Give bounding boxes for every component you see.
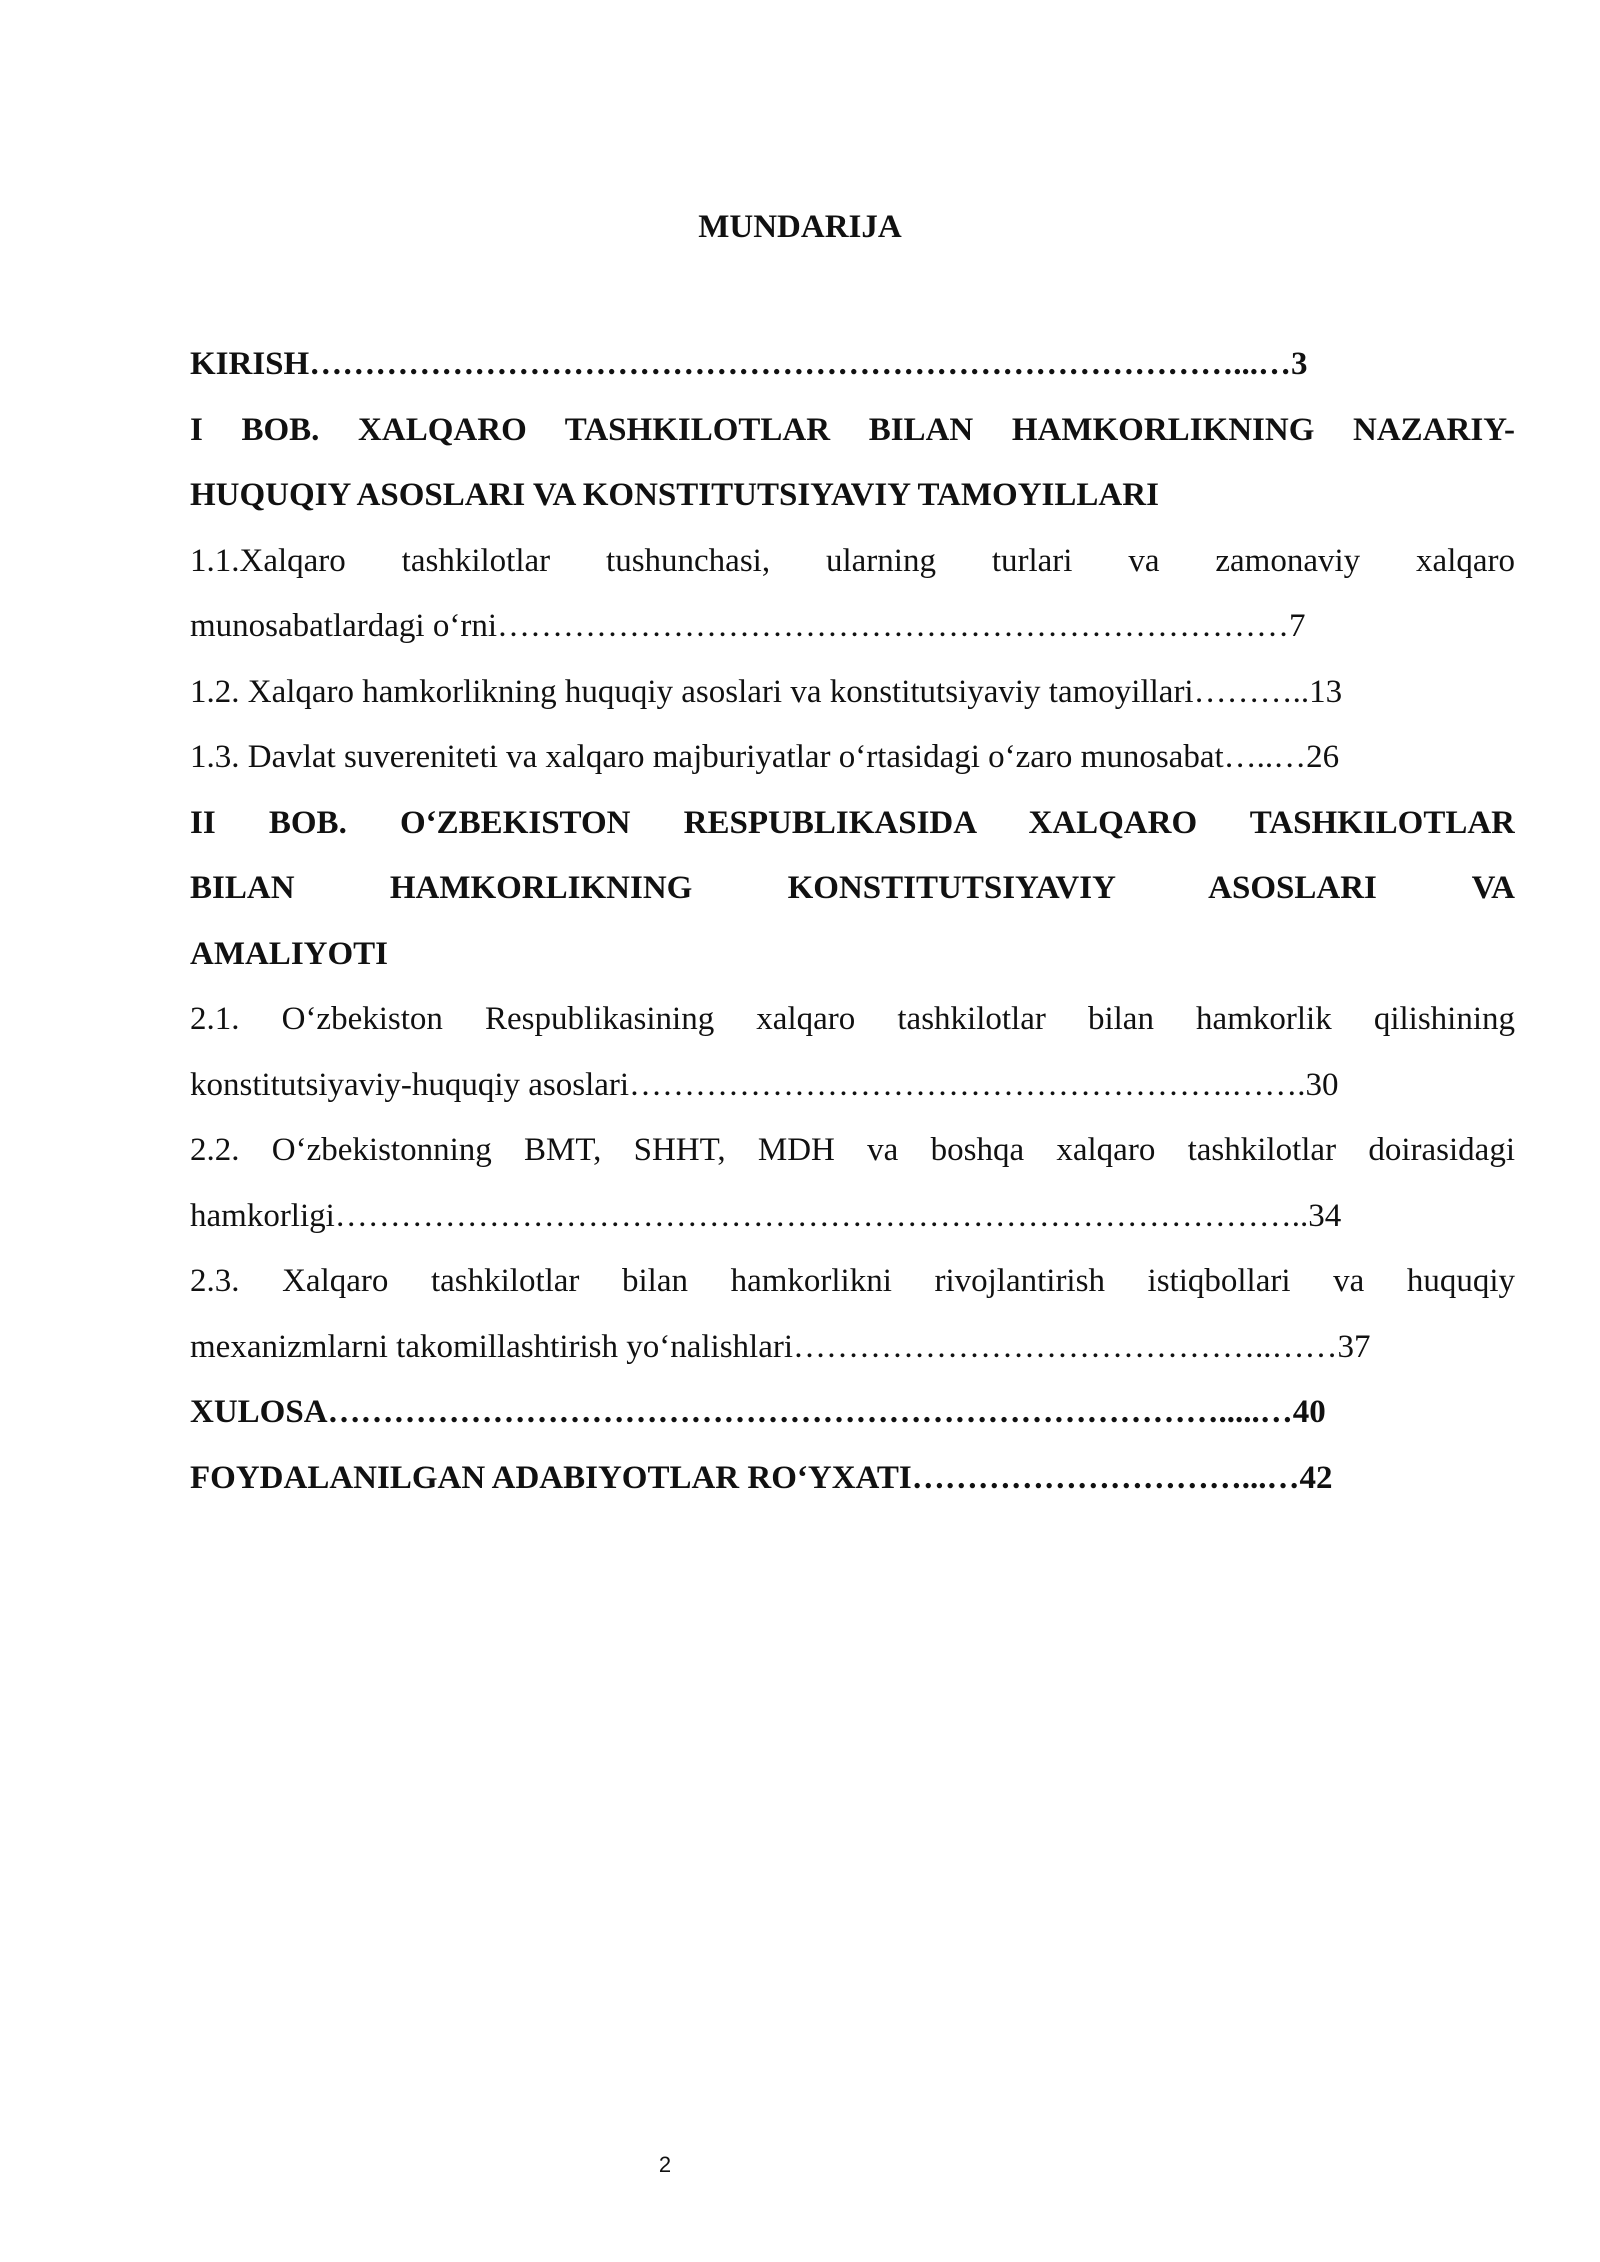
toc-entry-2-3-cont: mexanizmlarni takomillashtirish yo‘nalishlari……………………………………..……37 [190, 1328, 1371, 1365]
page-title: MUNDARIJA [698, 209, 902, 245]
toc-entry-kirish: KIRISH…………………………………………………………………………...…3 [190, 346, 1308, 382]
page-number: 2 [658, 2152, 672, 2177]
toc-entry-2-3: 2.3. Xalqaro tashkilotlar bilan hamkorlikni rivojlantirish istiqbollari va huquqiy [190, 1263, 1515, 1299]
toc-chapter-2-heading: II BOB. O‘ZBEKISTON RESPUBLIKASIDA XALQARO TASHKILOTLAR [190, 804, 1515, 841]
toc-entry-1-3: 1.3. Davlat suvereniteti va xalqaro majburiyatlar o‘rtasidagi o‘zaro munosabat…..…26 [190, 739, 1340, 775]
toc-entry-2-1-cont: konstitutsiyaviy-huquqiy asoslari……………………………………………….…….30 [190, 1066, 1339, 1103]
toc-entry-xulosa: XULOSA……………………………………………………………………….....…40 [190, 1394, 1326, 1430]
toc-entry-2-2-cont: hamkorligi……………………………………………………………………………..34 [190, 1197, 1342, 1234]
toc-chapter-2-heading-end: AMALIYOTI [190, 935, 389, 972]
toc-chapter-1-heading-cont: HUQUQIY ASOSLARI VA KONSTITUTSIYAVIY TAMOYILLARI [190, 477, 1159, 513]
toc-chapter-1-heading: I BOB. XALQARO TASHKILOTLAR BILAN HAMKORLIKNING NAZARIY- [190, 411, 1515, 448]
toc-entry-1-1-cont: munosabatlardagi o‘rni………………………………………………………………7 [190, 608, 1306, 644]
toc-entry-1-2: 1.2. Xalqaro hamkorlikning huquqiy asoslari va konstitutsiyaviy tamoyillari………..13 [190, 673, 1343, 710]
table-of-contents [190, 332, 1515, 1511]
toc-entry-1-1: 1.1.Xalqaro tashkilotlar tushunchasi, ularning turlari va zamonaviy xalqaro [190, 542, 1515, 579]
toc-entry-2-2: 2.2. O‘zbekistonning BMT, SHHT, MDH va boshqa xalqaro tashkilotlar doirasidagi [190, 1132, 1515, 1168]
toc-entry-2-1: 2.1. O‘zbekiston Respublikasining xalqaro tashkilotlar bilan hamkorlik qilishining [190, 1001, 1515, 1037]
toc-entry-bibliography: FOYDALANILGAN ADABIYOTLAR RO‘YXATI…………………………...…42 [190, 1459, 1333, 1496]
toc-chapter-2-heading-cont: BILAN HAMKORLIKNING KONSTITUTSIYAVIY ASOSLARI VA [190, 870, 1515, 906]
